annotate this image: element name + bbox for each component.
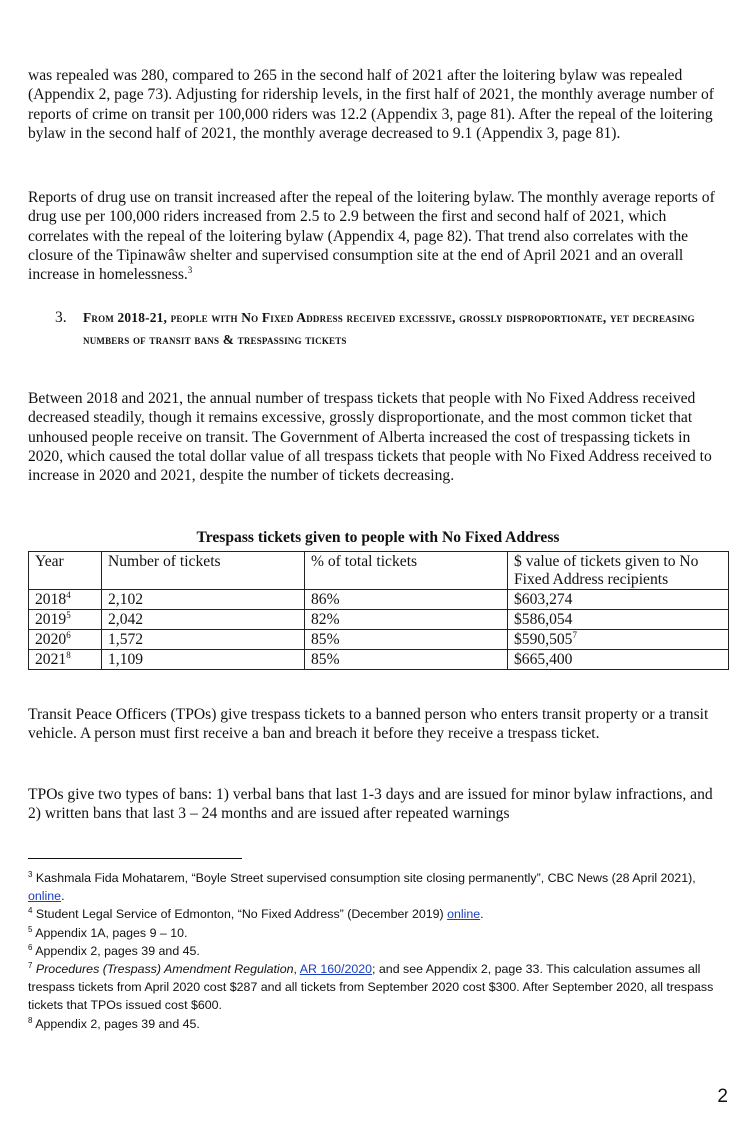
table-caption: Trespass tickets given to people with No Fixed Address [196, 529, 560, 546]
footnote-text: Appendix 2, pages 39 and 45. [35, 943, 200, 958]
cell-value: $586,054 [508, 610, 729, 630]
year-value: 2018 [35, 591, 67, 608]
cell-percent: 86% [305, 590, 508, 610]
paragraph-crime-reports: was repealed was 280, compared to 265 in the second half of 2021 after the loitering bylaw was repealed (Appendix 2, page 73). Adjusting for ridership levels, in the first half of 2021, the monthly average number of reports of crime on transit per 100,000 riders was 12.2 (Appendix 3, page 81). After the repeal of the loitering bylaw in the second half of 2021, the monthly average decreased to 9.1 (Appendix 3, page 81). [28, 67, 714, 142]
paragraph-ban-types: TPOs give two types of bans: 1) verbal bans that last 1-3 days and are issued for minor bylaw infractions, and 2) written bans that last 3 – 24 months and are issued after repeated warnings [28, 786, 713, 823]
cell-percent: 85% [305, 650, 508, 670]
cell-value: $665,400 [508, 650, 729, 670]
footnote-4 [28, 905, 728, 923]
footnote-8 [28, 1015, 728, 1033]
footnote-tail: . [480, 907, 484, 922]
footnote-marker: 8 [28, 1015, 33, 1025]
footnote-ref-5[interactable]: 5 [66, 609, 71, 620]
table-row [29, 610, 729, 630]
footnote-7 [28, 960, 728, 1015]
year-value: 2020 [35, 631, 67, 648]
footnote-text: Appendix 2, pages 39 and 45. [35, 1016, 200, 1031]
footnote-separator: , [293, 962, 300, 977]
header-year: Year [29, 552, 102, 590]
footnote-ref-3[interactable]: 3 [187, 265, 193, 275]
footnote-marker: 3 [28, 869, 33, 879]
footnote-text: Kashmala Fida Mohatarem, “Boyle Street supervised consumption site closing permanently”, CBC News (28 April 2021), [35, 871, 696, 885]
footnote-7-link[interactable]: AR 160/2020 [299, 962, 373, 977]
page-number: 2 [717, 1086, 728, 1107]
header-number-of-tickets: Number of tickets [102, 552, 305, 590]
year-value: 2019 [35, 611, 67, 628]
trespass-tickets-table [28, 551, 729, 670]
section-heading-text: From 2018-21, people with No Fixed Address received excessive, grossly disproportionate, yet decreasing numbers of transit bans & trespassing tickets [83, 310, 695, 347]
footnote-text: Appendix 1A, pages 9 – 10. [35, 925, 188, 940]
footnote-marker: 4 [28, 906, 33, 916]
footnote-ref-7[interactable]: 7 [572, 629, 577, 640]
footnote-ref-4[interactable]: 4 [66, 589, 71, 600]
footnote-ref-8[interactable]: 8 [66, 649, 71, 660]
paragraph-trespass-tickets: Between 2018 and 2021, the annual number of trespass tickets that people with No Fixed Address received decreased steadily, though it remains excessive, grossly disproportionate, and the most common ticket that unhoused people receive on transit. The Government of Alberta increased the cost of trespassing tickets in 2020, which caused the total dollar value of all trespass tickets that people with No Fixed Address received to increase in 2020 and 2021, despite the number of tickets decreasing. [28, 390, 712, 485]
cell-year [29, 630, 102, 650]
section-number: 3. [55, 309, 67, 326]
footnote-tail: ; and see Appendix 2, page 33. This calculation assumes all trespass tickets from April 2020 cost $287 and all tickets from September 2020 cost $300. After September 2020, all trespass tickets that TPOs issued cost $600. [28, 962, 714, 1013]
footnote-6 [28, 942, 728, 960]
cell-year [29, 610, 102, 630]
cell-value: $603,274 [508, 590, 729, 610]
footnote-marker: 5 [28, 924, 33, 934]
footnote-3 [28, 869, 728, 905]
cell-percent: 85% [305, 630, 508, 650]
footnotes [28, 869, 728, 1033]
cell-tickets: 2,102 [102, 590, 305, 610]
section-heading [55, 307, 735, 350]
footnote-divider [28, 858, 242, 859]
cell-year [29, 650, 102, 670]
footnote-4-link[interactable]: online [447, 907, 481, 922]
paragraph-drug-use [28, 188, 728, 284]
cell-percent: 82% [305, 610, 508, 630]
footnote-ref-6[interactable]: 6 [66, 629, 71, 640]
value-amount: $590,505 [514, 631, 573, 648]
header-percent-of-total: % of total tickets [305, 552, 508, 590]
table-row [29, 590, 729, 610]
cell-tickets: 1,109 [102, 650, 305, 670]
cell-tickets: 1,572 [102, 630, 305, 650]
regulation-title: Procedures (Trespass) Amendment Regulation [35, 962, 294, 977]
header-dollar-value: $ value of tickets given to No Fixed Address recipients [508, 552, 729, 590]
cell-year [29, 590, 102, 610]
table-row [29, 630, 729, 650]
footnote-marker: 7 [28, 960, 33, 970]
cell-tickets: 2,042 [102, 610, 305, 630]
footnote-text: Student Legal Service of Edmonton, “No Fixed Address” (December 2019) [35, 907, 448, 922]
table-header-row [29, 552, 729, 590]
paragraph-tpo-tickets: Transit Peace Officers (TPOs) give trespass tickets to a banned person who enters transit property or a transit vehicle. A person must first receive a ban and breach it before they receive a trespass ticket. [28, 706, 709, 743]
paragraph-drug-use-text: Reports of drug use on transit increased after the repeal of the loitering bylaw. The monthly average reports of drug use per 100,000 riders increased from 2.5 to 2.9 between the first and second half of 2021, which correlates with the repeal of the loitering bylaw (Appendix 4, page 82). That trend also correlates with the closure of the Tipinawâw shelter and supervised consumption site at the end of April 2021 and an overall increase in homelessness. [28, 189, 715, 284]
cell-value [508, 630, 729, 650]
table-row [29, 650, 729, 670]
footnote-tail: . [61, 889, 65, 904]
footnote-3-link[interactable]: online [28, 889, 62, 904]
year-value: 2021 [35, 651, 67, 668]
footnote-marker: 6 [28, 942, 33, 952]
footnote-5 [28, 924, 728, 942]
